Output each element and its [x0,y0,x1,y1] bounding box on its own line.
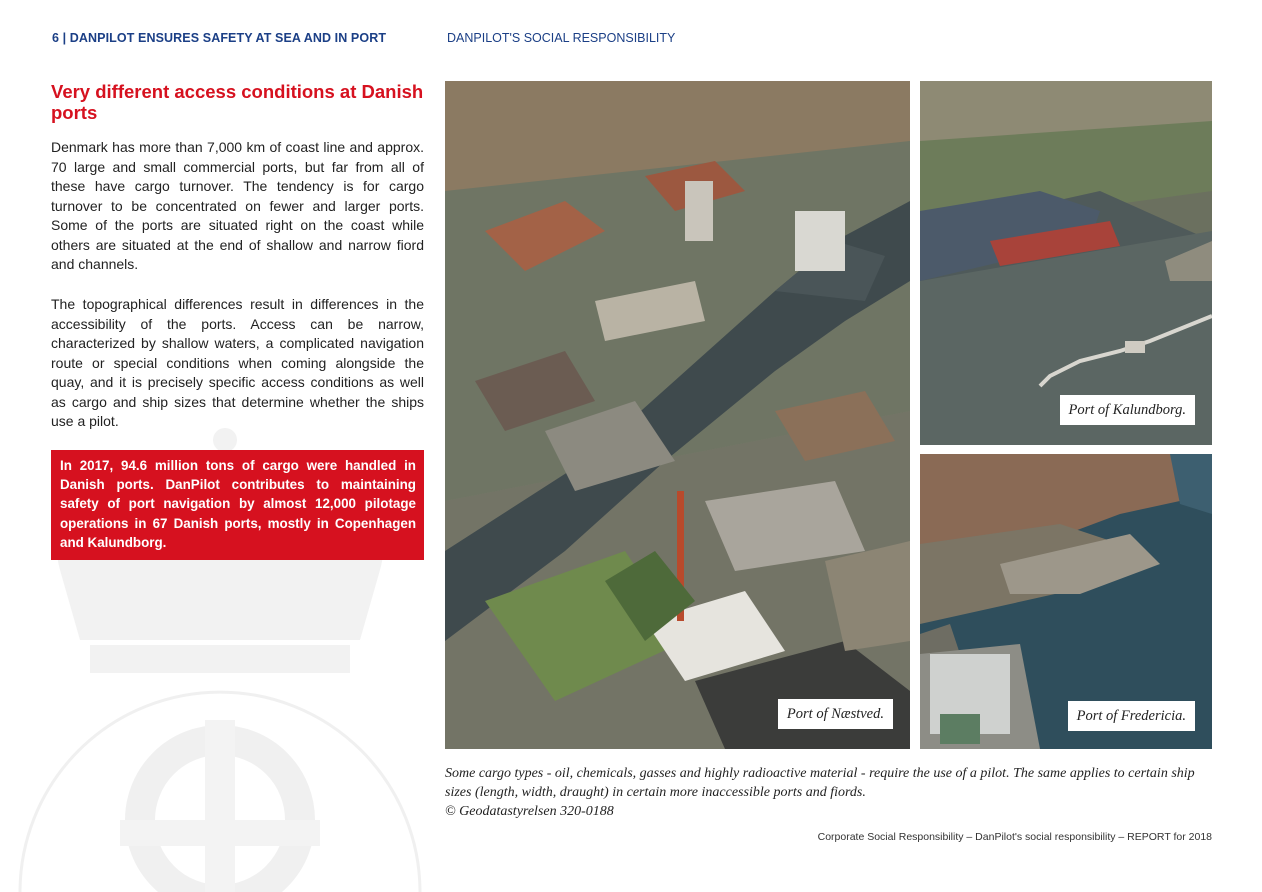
page-footer: Corporate Social Responsibility – DanPilot's social responsibility – REPORT for 2018 [817,831,1212,843]
photo-label-naestved: Port of Næstved. [778,699,893,729]
kalundborg-aerial-image [920,81,1212,445]
article-title: Very different access conditions at Danish ports [51,81,424,123]
naestved-aerial-image [445,81,910,749]
callout-text: In 2017, 94.6 million tons of cargo were handled in Danish ports. DanPilot contributes to maintaining safety of port navigation by almost 12,000 pilotage operations in 67 Danish ports, mostly in Copenhagen and Kalundborg. [60,458,416,550]
photo-label-fredericia: Port of Fredericia. [1068,701,1195,731]
header-section-title: 6 | DANPILOT ENSURES SAFETY AT SEA AND IN PORT [52,31,387,45]
photo-label-kalundborg: Port of Kalundborg. [1060,395,1196,425]
body-paragraph-2: The topographical differences result in differences in the accessibility of the ports. Access can be narrow, characterized by shallow waters, a complicated navigation route or special conditions when coming alongside the quay, and it is precisely specific access conditions as well as cargo and ship sizes that determine whether the ships use a pilot. [51,296,424,429]
photo-caption [445,764,1212,821]
photo-port-naestved [445,81,910,749]
photo-port-kalundborg [920,81,1212,445]
header-chapter-title: DANPILOT'S SOCIAL RESPONSIBILITY [447,31,676,45]
caption-credit: © Geodatastyrelsen 320-0188 [445,804,614,819]
caption-text: Some cargo types - oil, chemicals, gasses and highly radioactive material - require the use of a pilot. The same applies to certain ship sizes (length, width, draught) in certain more inaccessible ports and fiords. [445,766,1195,800]
photo-port-fredericia [920,454,1212,749]
cargo-statistics-callout [51,450,424,560]
body-paragraph-1: Denmark has more than 7,000 km of coast line and approx. 70 large and small commercial ports, but far from all of these have cargo turnover. The tendency is for cargo turnover to be concentrated on fewer and larger ports. Some of the ports are situated right on the coast while others are situated at the end of shallow and narrow fiord and channels. [51,139,424,272]
